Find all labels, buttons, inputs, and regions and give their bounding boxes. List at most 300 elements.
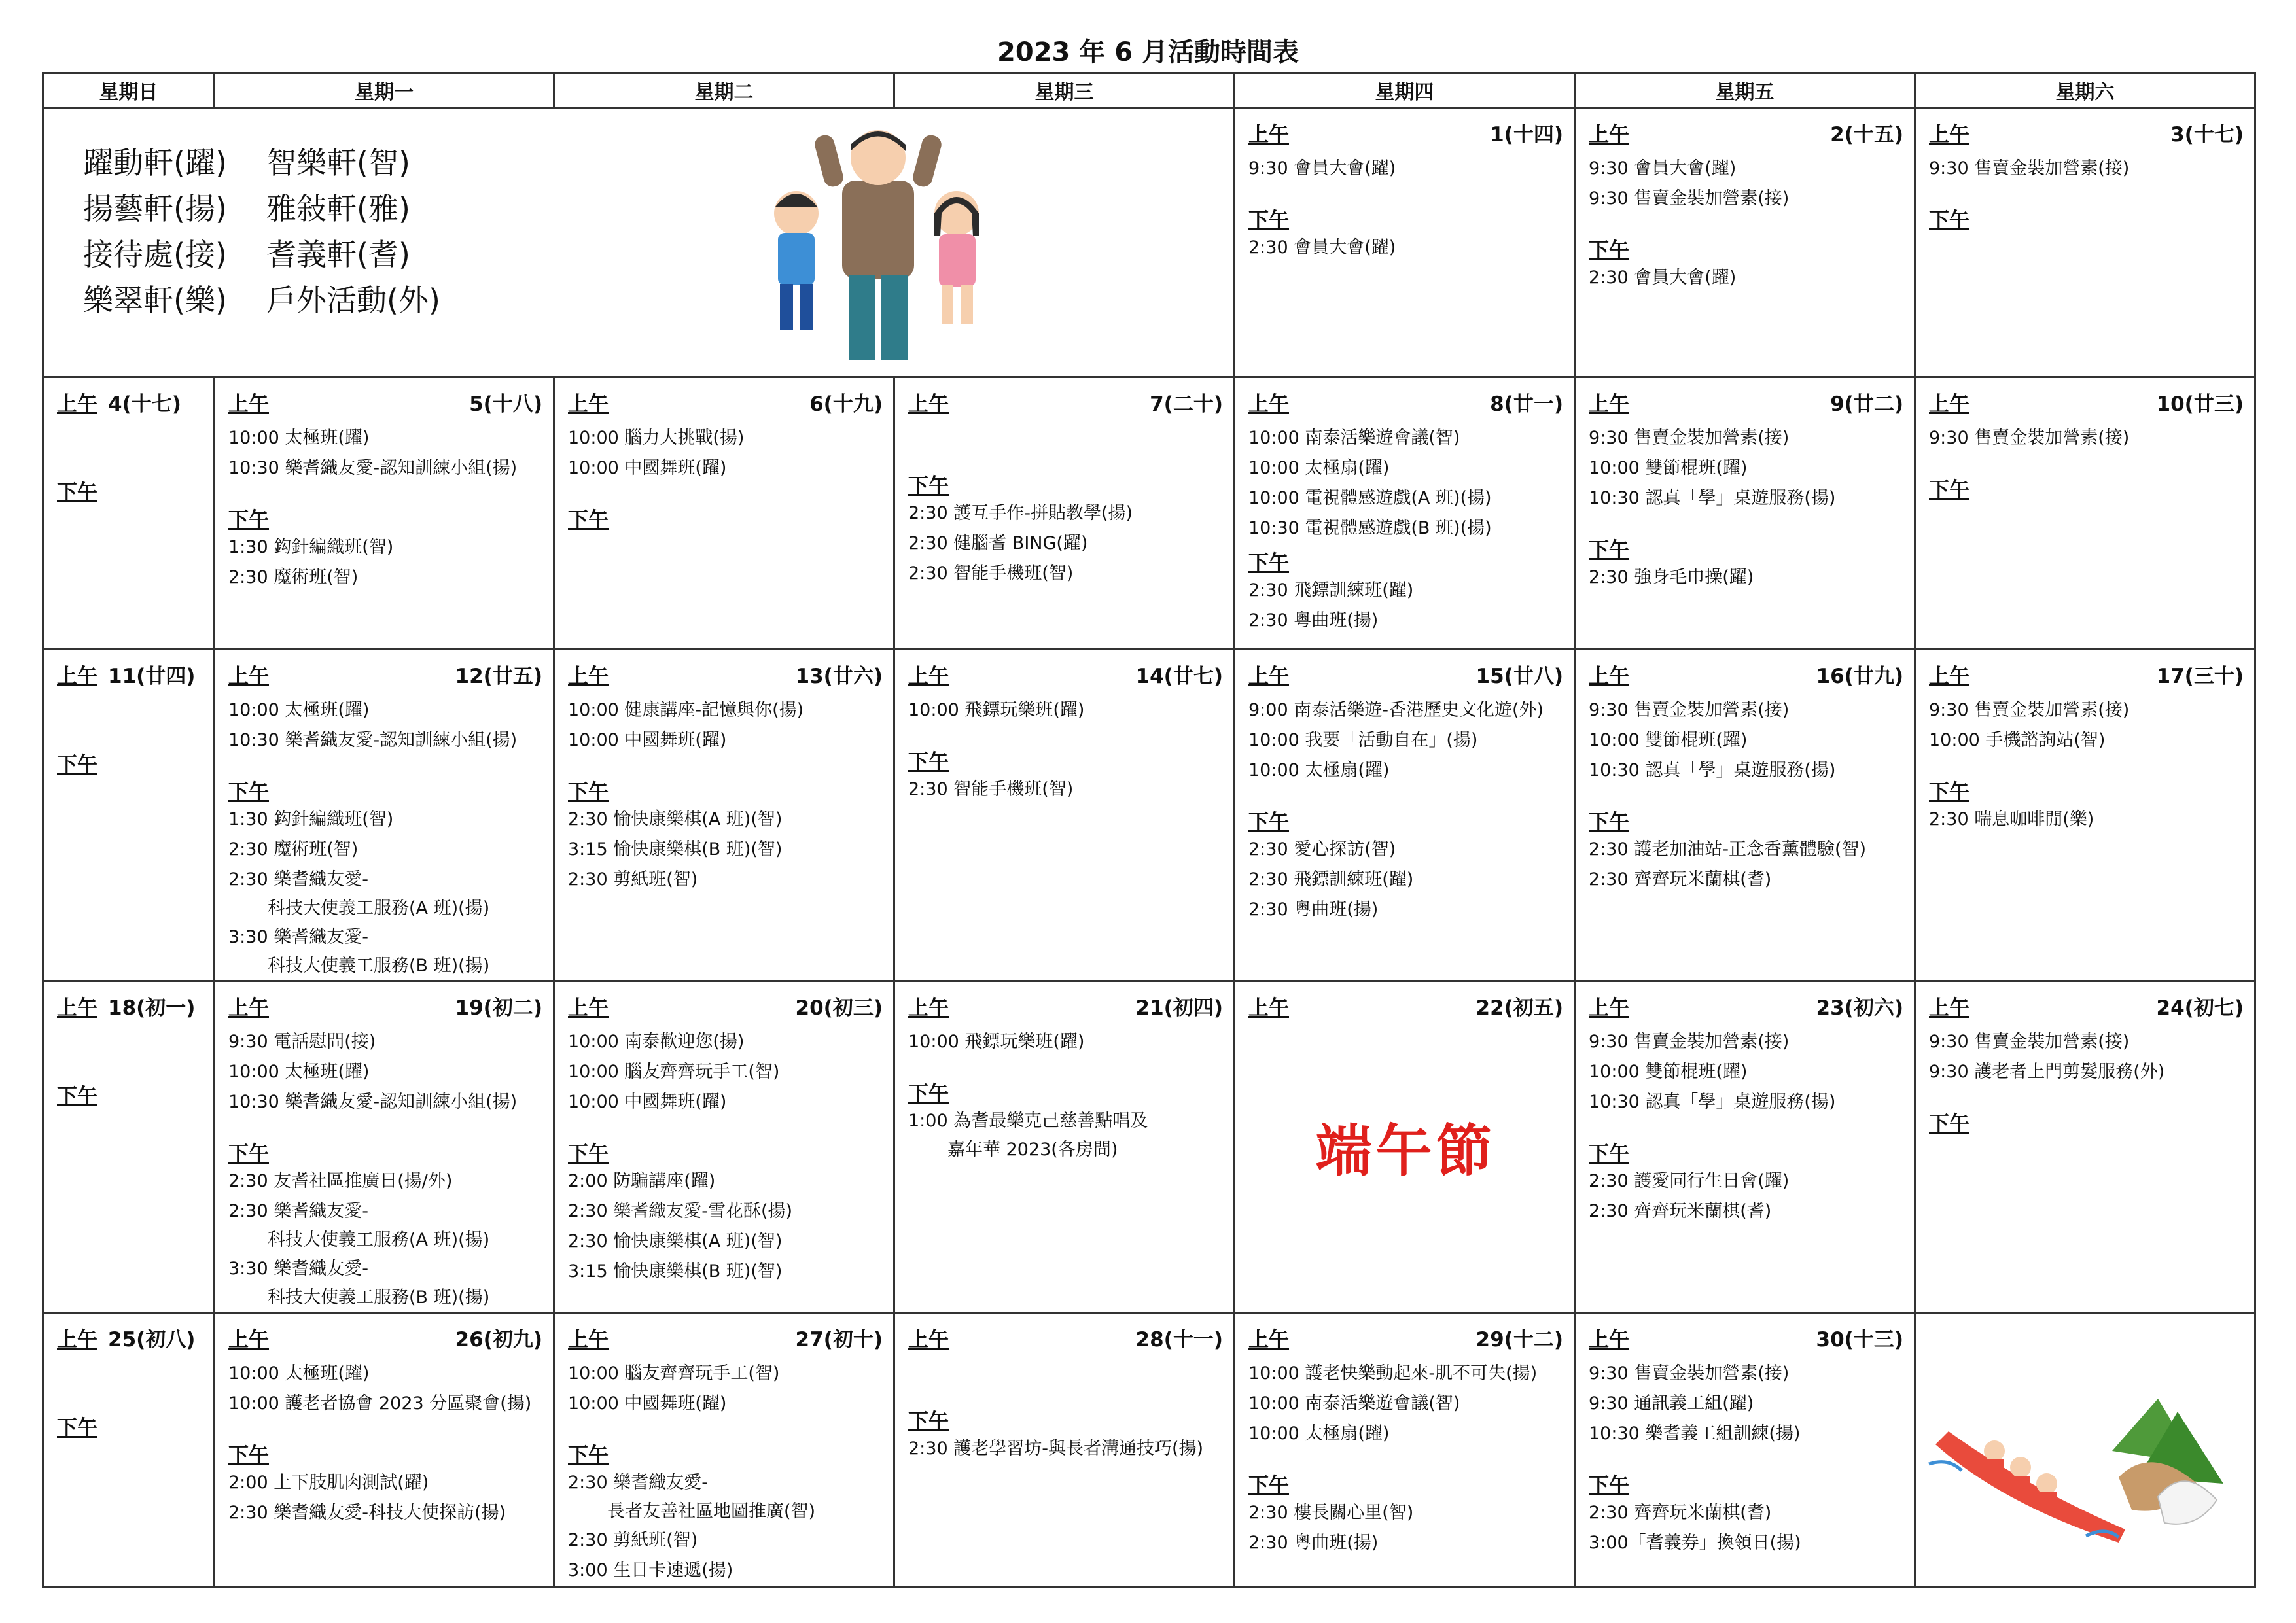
- pm-label: 下午: [568, 1444, 609, 1467]
- day-number: 28(十一): [1135, 1328, 1223, 1352]
- am-label: 上午: [1248, 1328, 1289, 1352]
- day-header: [228, 387, 542, 417]
- calendar-table: [42, 72, 2256, 1588]
- day-header: [908, 991, 1223, 1021]
- event-item: 10:00 護老快樂動起來-肌不可失(揚): [1248, 1363, 1538, 1384]
- event-item: 10:00 中國舞班(躍): [568, 1393, 727, 1414]
- weekday-header: 星期二: [554, 73, 894, 108]
- pm-label: 下午: [228, 508, 269, 532]
- legend-entry: 戶外活動(外): [266, 283, 440, 318]
- day-number: 18(初一): [108, 996, 196, 1020]
- pm-events: [568, 805, 883, 895]
- pm-events: [1248, 835, 1563, 925]
- event-item: 10:00 南泰歡迎您(揚): [568, 1032, 745, 1052]
- day-header: [908, 659, 1223, 689]
- event-item: 10:30 樂耆義工組訓練(揚): [1589, 1423, 1801, 1444]
- pm-label: 下午: [908, 1082, 949, 1106]
- day-number: 5(十八): [469, 393, 542, 416]
- day-number: 8(廿一): [1490, 393, 1563, 416]
- event-item: 10:30 樂耆織友愛-認知訓練小組(揚): [228, 1092, 518, 1112]
- day-cell: [894, 377, 1235, 650]
- legend-row: [83, 140, 1223, 186]
- event-item: 2:30 樂耆織友愛-科技大使探訪(揚): [228, 1503, 506, 1523]
- event-item: 10:30 認真「學」桌遊服務(揚): [1589, 488, 1836, 508]
- day-cell: [1235, 650, 1575, 981]
- event-item: 10:00 雙節棍班(躍): [1589, 1062, 1748, 1082]
- day-number: 2(十五): [1830, 123, 1903, 147]
- event-item: 10:00 雙節棍班(躍): [1589, 730, 1748, 750]
- event-item: 10:00 雙節棍班(躍): [1589, 458, 1748, 478]
- legend-row: [83, 232, 1223, 277]
- am-events: [568, 695, 883, 756]
- day-number: 20(初三): [795, 996, 883, 1020]
- event-item: 3:00 生日卡速遞(揚): [568, 1560, 733, 1580]
- day-cell: [1575, 981, 1915, 1313]
- day-cell: [1575, 377, 1915, 650]
- event-item: 2:00 防騙講座(躍): [568, 1171, 716, 1191]
- pm-events: [228, 1166, 542, 1312]
- am-events: [228, 1359, 542, 1419]
- day-cell: [1235, 377, 1575, 650]
- event-item: 3:30 樂耆織友愛-: [228, 927, 368, 947]
- day-number: 22(初五): [1475, 996, 1563, 1020]
- event-item: 2:30 剪紙班(智): [568, 869, 698, 890]
- event-item: 10:00 太極扇(躍): [1248, 1423, 1390, 1444]
- event-item-continued: 嘉年華 2023(各房間): [947, 1140, 1118, 1160]
- day-header: [1929, 659, 2244, 689]
- event-item: 3:15 愉快康樂棋(B 班)(智): [568, 839, 783, 860]
- day-header: [568, 991, 883, 1021]
- day-header: [1929, 991, 2244, 1021]
- event-item: 9:30 售賣金裝加營素(接): [1929, 1032, 2130, 1052]
- day-number: 24(初七): [2156, 996, 2244, 1020]
- event-item: 10:00 南泰活樂遊會議(智): [1248, 428, 1460, 448]
- day-header: [908, 387, 1223, 417]
- day-header: [1248, 118, 1563, 147]
- legend-row: [83, 186, 1223, 232]
- event-item: 2:30 魔術班(智): [228, 839, 359, 860]
- day-header: [568, 1323, 883, 1352]
- event-item: 2:30 飛鏢訓練班(躍): [1248, 580, 1414, 601]
- event-item: 9:30 通訊義工組(躍): [1589, 1393, 1754, 1414]
- pm-label: 下午: [1929, 478, 1969, 502]
- am-events: [1248, 1359, 1563, 1449]
- day-header: [568, 659, 883, 689]
- legend-entry: 躍動軒(躍): [83, 145, 227, 181]
- event-item: 10:00 太極班(躍): [228, 428, 370, 448]
- day-number: 19(初二): [455, 996, 542, 1020]
- day-cell: [1575, 650, 1915, 981]
- day-header: [1248, 991, 1563, 1021]
- day-header: [1248, 1323, 1563, 1352]
- event-item: 2:30 強身毛巾操(躍): [1589, 567, 1754, 587]
- am-label: 上午: [568, 665, 609, 688]
- pm-label: 下午: [568, 780, 609, 804]
- pm-label: 下午: [1248, 1474, 1289, 1497]
- event-item: 10:00 我要「活動自在」(揚): [1248, 730, 1478, 750]
- event-item: 10:00 健康講座-記憶與你(揚): [568, 700, 804, 720]
- event-item: 2:30 齊齊玩米蘭棋(耆): [1589, 869, 1772, 890]
- day-cell: [894, 650, 1235, 981]
- event-item: 2:30 愛心探訪(智): [1248, 839, 1396, 860]
- am-label: 上午: [908, 393, 949, 416]
- dragon-boat-illustration: [1922, 1386, 2236, 1549]
- day-number: 11(廿四): [108, 665, 196, 688]
- event-item: 10:00 手機諮詢站(智): [1929, 730, 2106, 750]
- day-cell: [1915, 981, 2255, 1313]
- event-item-continued: 長者友善社區地圖推廣(智): [607, 1501, 816, 1522]
- pm-label: 下午: [228, 1142, 269, 1166]
- event-item: 2:30 愉快康樂棋(A 班)(智): [568, 809, 783, 829]
- event-item: 9:30 會員大會(躍): [1248, 158, 1396, 179]
- day-header: [1248, 387, 1563, 417]
- day-header: [908, 1323, 1223, 1352]
- event-item: 2:30 剪紙班(智): [568, 1530, 698, 1550]
- day-number: 7(二十): [1150, 393, 1223, 416]
- legend-row: [83, 277, 1223, 323]
- day-cell-sunday: [43, 377, 215, 650]
- pm-label: 下午: [1929, 209, 1969, 232]
- am-label: 上午: [1589, 996, 1629, 1020]
- week-row: [43, 981, 2255, 1313]
- am-events: [1929, 1027, 2244, 1087]
- day-number: 12(廿五): [455, 665, 542, 688]
- family-cheering-illustration: [751, 122, 999, 370]
- legend: [57, 114, 1223, 323]
- event-item: 2:30 智能手機班(智): [908, 779, 1074, 799]
- day-header: [1589, 991, 1903, 1021]
- event-item: 2:30 護互手作-拼貼教學(揚): [908, 503, 1133, 523]
- event-item: 2:30 粵曲班(揚): [1248, 1533, 1379, 1553]
- pm-label: 下午: [1929, 780, 1969, 804]
- event-item-continued: 科技大使義工服務(B 班)(揚): [268, 956, 490, 976]
- pm-label: 下午: [228, 780, 269, 804]
- event-item: 10:00 太極班(躍): [228, 700, 370, 720]
- am-events: [228, 695, 542, 756]
- pm-label: 下午: [228, 1444, 269, 1467]
- day-header: [1589, 387, 1903, 417]
- event-item: 2:30 飛鏢訓練班(躍): [1248, 869, 1414, 890]
- event-item: 10:00 太極扇(躍): [1248, 458, 1390, 478]
- pm-label: 下午: [1589, 811, 1629, 834]
- pm-label: 下午: [57, 1085, 97, 1108]
- am-label: 上午: [57, 1328, 97, 1352]
- am-events: [568, 1027, 883, 1117]
- am-label: 上午: [228, 1328, 269, 1352]
- pm-label: 下午: [57, 753, 97, 777]
- event-item: 2:30 樂耆織友愛-雪花酥(揚): [568, 1201, 793, 1221]
- pm-label: 下午: [57, 1416, 97, 1440]
- day-cell-sunday: [43, 981, 215, 1313]
- weekday-header: 星期三: [894, 73, 1235, 108]
- day-cell: [894, 981, 1235, 1313]
- day-cell-sunday: [43, 1313, 215, 1587]
- event-item: 9:30 售賣金裝加營素(接): [1589, 188, 1790, 209]
- event-item: 2:30 粵曲班(揚): [1248, 610, 1379, 631]
- pm-label: 下午: [908, 474, 949, 498]
- day-number: 15(廿八): [1475, 665, 1563, 688]
- event-item-continued: 科技大使義工服務(A 班)(揚): [268, 1230, 490, 1250]
- am-events: [1248, 154, 1563, 184]
- day-header: [1248, 659, 1563, 689]
- am-label: 上午: [57, 996, 97, 1020]
- event-item: 2:30 樓長關心里(智): [1248, 1503, 1414, 1523]
- pm-events: [228, 532, 542, 593]
- am-label: 上午: [1589, 123, 1629, 147]
- event-item: 10:00 腦力大挑戰(揚): [568, 428, 745, 448]
- event-item: 10:30 樂耆織友愛-認知訓練小組(揚): [228, 730, 518, 750]
- event-item-continued: 科技大使義工服務(A 班)(揚): [268, 898, 490, 918]
- sunday-header: [57, 387, 203, 417]
- day-cell: [1235, 1313, 1575, 1587]
- legend-entry: 接待處(接): [83, 237, 227, 272]
- day-cell: [1915, 377, 2255, 650]
- day-header: [1589, 1323, 1903, 1352]
- am-label: 上午: [1589, 1328, 1629, 1352]
- am-label: 上午: [1929, 393, 1969, 416]
- event-item: 10:00 腦友齊齊玩手工(智): [568, 1363, 780, 1384]
- day-number: 17(三十): [2156, 665, 2244, 688]
- pm-events: [568, 1468, 883, 1586]
- sunday-header: [57, 1323, 203, 1352]
- am-label: 上午: [1248, 996, 1289, 1020]
- pm-events: [908, 498, 1223, 589]
- am-label: 上午: [1589, 393, 1629, 416]
- event-item: 10:00 太極班(躍): [228, 1363, 370, 1384]
- day-cell-sunday: [43, 650, 215, 981]
- day-cell: [894, 1313, 1235, 1587]
- pm-label: 下午: [1589, 239, 1629, 262]
- day-header: [568, 387, 883, 417]
- day-number: 27(初十): [795, 1328, 883, 1352]
- day-cell: [1235, 108, 1575, 377]
- event-item: 2:30 護老加油站-正念香薰體驗(智): [1589, 839, 1867, 860]
- event-item: 2:30 齊齊玩米蘭棋(耆): [1589, 1503, 1772, 1523]
- day-cell: [215, 981, 554, 1313]
- am-events: [1589, 1359, 1903, 1449]
- day-cell: [215, 1313, 554, 1587]
- event-item: 9:30 售賣金裝加營素(接): [1589, 700, 1790, 720]
- event-item: 2:30 粵曲班(揚): [1248, 899, 1379, 920]
- event-item: 2:30 會員大會(躍): [1589, 268, 1737, 288]
- event-item: 9:30 售賣金裝加營素(接): [1929, 700, 2130, 720]
- am-label: 上午: [908, 1328, 949, 1352]
- pm-events: [568, 1166, 883, 1287]
- am-events: [1589, 1027, 1903, 1117]
- day-header: [228, 991, 542, 1021]
- holiday-label: 端午節: [1315, 1119, 1496, 1184]
- am-label: 上午: [228, 665, 269, 688]
- event-item: 3:15 愉快康樂棋(B 班)(智): [568, 1261, 783, 1282]
- event-item: 9:30 售賣金裝加營素(接): [1929, 428, 2130, 448]
- day-number: 13(廿六): [795, 665, 883, 688]
- page-title: 2023 年 6 月活動時間表: [997, 37, 1299, 67]
- event-item: 2:30 護愛同行生日會(躍): [1589, 1171, 1790, 1191]
- week-row: [43, 1313, 2255, 1587]
- pm-label: 下午: [568, 508, 609, 532]
- pm-events: [1589, 563, 1903, 593]
- day-header: [1589, 118, 1903, 147]
- am-events: [1929, 423, 2244, 453]
- pm-events: [228, 805, 542, 980]
- event-item: 2:30 喘息咖啡閒(樂): [1929, 809, 2094, 829]
- weekday-header: 星期四: [1235, 73, 1575, 108]
- am-events: [228, 423, 542, 483]
- event-item: 2:30 會員大會(躍): [1248, 237, 1396, 258]
- am-label: 上午: [908, 996, 949, 1020]
- day-number: 14(廿七): [1135, 665, 1223, 688]
- pm-label: 下午: [1248, 209, 1289, 232]
- event-item: 2:30 愉快康樂棋(A 班)(智): [568, 1231, 783, 1251]
- am-label: 上午: [568, 996, 609, 1020]
- day-number: 10(廿三): [2156, 393, 2244, 416]
- day-number: 1(十四): [1490, 123, 1563, 147]
- event-item: 10:30 認真「學」桌遊服務(揚): [1589, 760, 1836, 780]
- pm-events: [908, 1434, 1223, 1464]
- am-label: 上午: [568, 393, 609, 416]
- legend-cell: [43, 108, 1235, 377]
- event-item: 10:00 南泰活樂遊會議(智): [1248, 1393, 1460, 1414]
- event-item: 2:30 樂耆織友愛-: [228, 1201, 368, 1221]
- day-number: 16(廿九): [1816, 665, 1903, 688]
- event-item: 1:30 鈎針編織班(智): [228, 537, 394, 557]
- am-events: [1589, 154, 1903, 214]
- event-item: 2:30 健腦耆 BING(躍): [908, 533, 1088, 553]
- pm-events: [228, 1468, 542, 1528]
- day-cell: [554, 1313, 894, 1587]
- day-number: 6(十九): [809, 393, 883, 416]
- am-events: [1248, 695, 1563, 786]
- pm-label: 下午: [908, 750, 949, 774]
- day-cell: [1235, 981, 1575, 1313]
- pm-events: [1589, 1166, 1903, 1227]
- am-events: [1929, 154, 2244, 184]
- event-item: 10:00 飛鏢玩樂班(躍): [908, 1032, 1085, 1052]
- weekday-header: 星期六: [1915, 73, 2255, 108]
- am-label: 上午: [1248, 123, 1289, 147]
- event-item: 9:30 會員大會(躍): [1589, 158, 1737, 179]
- event-item: 10:00 腦友齊齊玩手工(智): [568, 1062, 780, 1082]
- day-cell: [1915, 1313, 2255, 1587]
- event-item: 2:30 智能手機班(智): [908, 563, 1074, 584]
- pm-label: 下午: [1929, 1112, 1969, 1136]
- event-item: 3:30 樂耆織友愛-: [228, 1259, 368, 1279]
- pm-events: [1248, 233, 1563, 263]
- am-label: 上午: [228, 393, 269, 416]
- day-cell: [215, 377, 554, 650]
- day-header: [228, 659, 542, 689]
- am-label: 上午: [568, 1328, 609, 1352]
- day-cell: [554, 377, 894, 650]
- am-label: 上午: [1248, 665, 1289, 688]
- event-item: 2:00 上下肢肌肉測試(躍): [228, 1473, 429, 1493]
- week-row: [43, 377, 2255, 650]
- event-item: 10:00 電視體感遊戲(A 班)(揚): [1248, 488, 1492, 508]
- legend-entry: 雅敍軒(雅): [266, 191, 410, 226]
- pm-label: 下午: [1589, 1474, 1629, 1497]
- am-events: [568, 1359, 883, 1419]
- day-number: 23(初六): [1816, 996, 1903, 1020]
- event-item: 2:30 魔術班(智): [228, 567, 359, 587]
- pm-label: 下午: [1248, 551, 1289, 575]
- weekday-header-row: [43, 73, 2255, 108]
- event-item: 10:00 中國舞班(躍): [568, 730, 727, 750]
- event-item: 10:30 電視體感遊戲(B 班)(揚): [1248, 518, 1492, 538]
- event-item: 9:30 售賣金裝加營素(接): [1589, 428, 1790, 448]
- day-header: [228, 1323, 542, 1352]
- pm-events: [1589, 1498, 1903, 1558]
- am-label: 上午: [1929, 123, 1969, 147]
- day-number: 9(廿二): [1830, 393, 1903, 416]
- pm-events: [1929, 805, 2244, 835]
- event-item: 9:30 售賣金裝加營素(接): [1589, 1032, 1790, 1052]
- pm-events: [1248, 576, 1563, 636]
- day-number: 29(十二): [1475, 1328, 1563, 1352]
- am-events: [228, 1027, 542, 1117]
- pm-label: 下午: [908, 1410, 949, 1433]
- day-cell: [1575, 1313, 1915, 1587]
- legend-entry: 耆義軒(耆): [266, 237, 410, 272]
- pm-label: 下午: [568, 1142, 609, 1166]
- am-label: 上午: [1248, 393, 1289, 416]
- am-label: 上午: [57, 665, 97, 688]
- day-cell: [1575, 108, 1915, 377]
- event-item: 9:30 電話慰問(接): [228, 1032, 376, 1052]
- pm-events: [908, 775, 1223, 805]
- am-events: [908, 1027, 1223, 1057]
- event-item: 2:30 齊齊玩米蘭棋(耆): [1589, 1201, 1772, 1221]
- day-header: [1929, 118, 2244, 147]
- am-label: 上午: [1929, 665, 1969, 688]
- legend-entry: 智樂軒(智): [266, 145, 410, 181]
- day-cell: [1915, 108, 2255, 377]
- am-label: 上午: [228, 996, 269, 1020]
- day-cell: [1915, 650, 2255, 981]
- event-item: 10:00 護老者協會 2023 分區聚會(揚): [228, 1393, 532, 1414]
- am-events: [568, 423, 883, 483]
- week-row: [43, 108, 2255, 377]
- day-number: 3(十七): [2170, 123, 2244, 147]
- am-events: [1589, 695, 1903, 786]
- event-item-continued: 科技大使義工服務(B 班)(揚): [268, 1287, 490, 1308]
- day-cell: [554, 981, 894, 1313]
- am-label: 上午: [1589, 665, 1629, 688]
- day-number: 4(十七): [108, 393, 181, 416]
- am-events: [1248, 423, 1563, 544]
- event-item: 10:00 飛鏢玩樂班(躍): [908, 700, 1085, 720]
- weekday-header: 星期一: [215, 73, 554, 108]
- day-header: [1589, 659, 1903, 689]
- week-row: [43, 650, 2255, 981]
- am-events: [1929, 695, 2244, 756]
- legend-entry: 樂翠軒(樂): [83, 283, 227, 318]
- am-label: 上午: [57, 393, 97, 416]
- day-number: 21(初四): [1135, 996, 1223, 1020]
- event-item: 9:30 護老者上門剪髮服務(外): [1929, 1062, 2165, 1082]
- pm-label: 下午: [57, 481, 97, 504]
- pm-label: 下午: [1589, 1142, 1629, 1166]
- am-label: 上午: [1929, 996, 1969, 1020]
- event-item: 10:00 中國舞班(躍): [568, 1092, 727, 1112]
- day-cell: [215, 650, 554, 981]
- event-item: 2:30 樂耆織友愛-: [228, 869, 368, 890]
- day-cell: [554, 650, 894, 981]
- pm-events: [1589, 835, 1903, 895]
- pm-events: [1589, 263, 1903, 293]
- am-events: [908, 695, 1223, 725]
- event-item: 10:00 太極扇(躍): [1248, 760, 1390, 780]
- pm-label: 下午: [1248, 811, 1289, 834]
